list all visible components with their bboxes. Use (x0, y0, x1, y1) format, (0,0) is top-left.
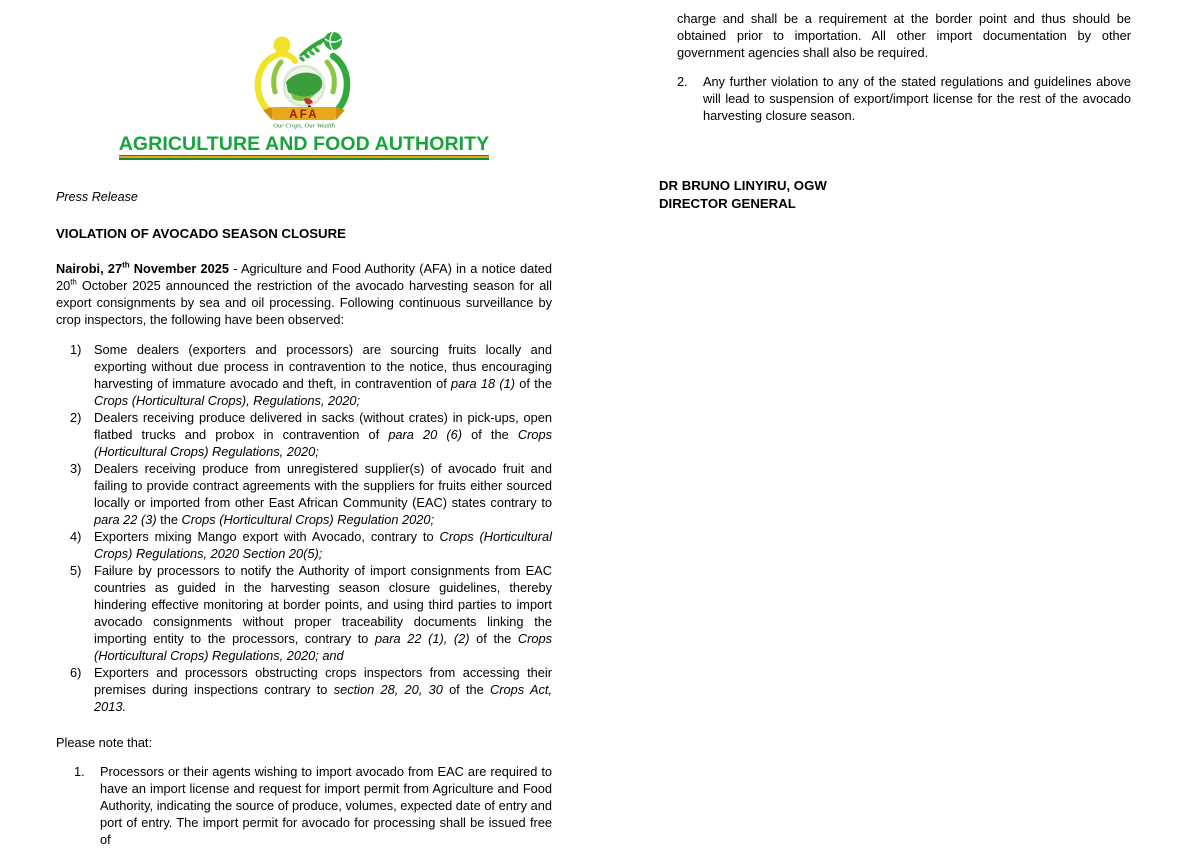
organization-title-block (119, 134, 490, 160)
list-item (94, 528, 552, 562)
lead-paragraph (56, 260, 552, 328)
violation-text: Dealers receiving produce delivered in sacks (without crates) in pick-ups, open flatbed trucks and probox in contravention of (94, 409, 552, 442)
list-item: Processors or their agents wishing to import avocado from EAC are required to have an import license and request for import permit from Agriculture and Food Authority, indicating the source of produce, volumes, expected date of entry and port of entry. The import permit for avocado for processing shall be issued free of (100, 764, 552, 848)
dateline-city-date: Nairobi, 27 (56, 260, 123, 276)
violation-text: Exporters mixing Mango export with Avocado, contrary to (94, 529, 440, 545)
lead-text-part2: October 2025 announced the restriction of the avocado harvesting season for all export consignments by sea and oil processing. Following continuous surveillance by crop inspectors, the following have been observed: (56, 278, 552, 328)
list-item (94, 460, 552, 528)
violation-citation-secondary: Crops (Horticultural Crops), Regulations, 2020; (94, 392, 361, 408)
violation-citation-primary: section 28, 20, 30 (333, 682, 443, 698)
violation-connector: of the (469, 631, 518, 647)
violation-connector: of the (442, 682, 491, 698)
left-column (56, 0, 552, 848)
afa-logo-icon (245, 26, 363, 130)
violations-list (56, 341, 552, 715)
list-item (94, 409, 552, 460)
organization-name: AGRICULTURE AND FOOD AUTHORITY (118, 133, 490, 155)
list-item: Any further violation to any of the stated regulations and guidelines above will lead to suspension of export/import license for the rest of the avocado harvesting closure season. (703, 74, 1131, 124)
svg-text:AFA: AFA (289, 109, 319, 121)
please-note-heading: Please note that: (56, 735, 153, 751)
list-item (94, 562, 552, 664)
signatory-position: DIRECTOR GENERAL (659, 195, 796, 211)
violation-citation-secondary: Crops (Horticultural Crops) Regulations, 2020; and (94, 631, 552, 664)
violation-citation-primary: para 20 (6) (388, 426, 463, 442)
violation-text: Failure by processors to notify the Authority of import consignments from EAC countries as guided in the harvesting season closure guidelines, thereby hindering effective monitoring at border points, and using third parties to import avocado consignments without proper traceability documents linking the importing entity to the processors, contrary to (94, 563, 552, 647)
violation-text: Some dealers (exporters and processors) are sourcing fruits locally and exporting without due process in contravention to the notice, thus encouraging harvesting of immature avocado and theft, in contravention of (94, 341, 552, 391)
dateline-month-year: November 2025 (129, 260, 230, 276)
page-title: VIOLATION OF AVOCADO SEASON CLOSURE (56, 225, 346, 241)
signature-block (659, 177, 1131, 212)
dateline-ordinal-suffix: th (122, 260, 130, 270)
violation-citation-secondary: Crops (Horticultural Crops) Regulations, 2020; (94, 426, 552, 459)
list-item (94, 341, 552, 409)
notes-list-continued (659, 73, 1131, 124)
violation-citation-primary: para 22 (3) (94, 512, 157, 527)
press-release-kicker: Press Release (56, 190, 138, 205)
list-item (94, 664, 552, 715)
violation-citation-secondary: Crops (Horticultural Crops) Regulations, 2020 Section 20(5); (94, 529, 552, 562)
signatory-name: DR BRUNO LINYIRU, OGW (659, 178, 827, 194)
violation-connector: of the (462, 426, 518, 442)
violation-connector: the (156, 512, 182, 527)
violation-text: Dealers receiving produce from unregistered supplier(s) of avocado fruit and failing to provide contract agreements with the suppliers for fruits either sourced locally or imported from other East African Community (EAC) states contrary to (94, 460, 552, 510)
violation-connector: of the (515, 375, 552, 391)
violation-text: Exporters and processors obstructing crops inspectors from accessing their premises during inspections contrary to (94, 665, 552, 698)
title-underline-rule (119, 155, 490, 160)
lead-text-part1: - Agriculture and Food Authority (AFA) in a notice dated 20 (56, 260, 552, 293)
notice-date-ordinal-suffix: th (70, 277, 77, 287)
note-1-continuation: charge and shall be a requirement at the border point and thus should be obtained prior to importation. All other import documentation by other government agencies shall also be required. (677, 11, 1131, 61)
violation-citation-primary: para 18 (1) (451, 375, 516, 391)
right-column (659, 10, 1131, 212)
svg-text:Our Crops, Our Wealth: Our Crops, Our Wealth (273, 122, 335, 130)
violation-citation-secondary: Crops (Horticultural Crops) Regulation 2020; (181, 512, 435, 527)
masthead (56, 0, 552, 160)
violation-citation-secondary: Crops Act, 2013. (94, 682, 553, 715)
notes-list (56, 763, 552, 848)
violation-citation-primary: para 22 (1), (2) (375, 631, 470, 647)
